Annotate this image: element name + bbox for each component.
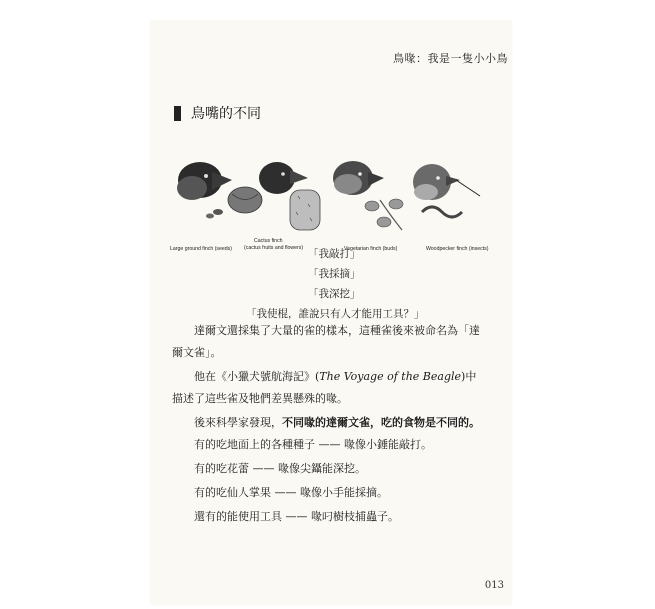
vegetarian-finch-drawing <box>333 161 403 230</box>
running-header: 鳥喙：我是一隻小小鳥 <box>393 52 508 65</box>
caption-cactus-finch: Cactus finch <box>254 238 283 244</box>
caption-woodpecker-finch: Woodpecker finch (insects) <box>426 246 489 252</box>
finch-illustration-svg <box>170 160 502 255</box>
bold-text: 不同喙的達爾文雀，吃的食物是不同的。 <box>282 416 480 429</box>
paragraph-text <box>172 366 486 410</box>
cactus-finch-drawing <box>259 162 320 230</box>
italic-book-title: The Voyage of the Beagle <box>319 370 462 383</box>
quote-knock: 「我敲打」 <box>308 248 361 260</box>
caption-vegetarian-finch: Vegetarian finch (buds) <box>344 246 398 252</box>
body-paragraph-3 <box>172 412 486 434</box>
body-paragraph-6 <box>172 482 486 504</box>
body-paragraph-7 <box>172 506 486 528</box>
body-paragraph-1 <box>172 320 486 364</box>
body-paragraph-5 <box>172 458 486 480</box>
body-paragraph-2 <box>172 366 486 410</box>
finch-beak-illustration <box>170 160 502 255</box>
section-heading <box>174 103 261 123</box>
text-run: 後來科學家發現， <box>194 416 282 429</box>
large-ground-finch-drawing <box>177 162 262 219</box>
page-number: 013 <box>484 580 504 591</box>
paragraph-text: 有的吃仙人掌果 —— 喙像小手能採摘。 <box>194 486 388 499</box>
quote-tool: 「我使棍，誰說只有人才能用工具？」 <box>246 308 425 320</box>
quote-pick: 「我採摘」 <box>308 268 361 280</box>
body-paragraph-4 <box>172 434 486 456</box>
book-page <box>150 20 512 605</box>
woodpecker-finch-drawing <box>413 164 480 217</box>
section-title: 鳥嘴的不同 <box>191 106 261 122</box>
paragraph-text <box>172 412 486 434</box>
paragraph-text: 還有的能使用工具 —— 喙叼樹枝捕蟲子。 <box>194 510 399 523</box>
heading-marker <box>174 106 181 121</box>
paragraph-text: 有的吃地面上的各種種子 —— 喙像小錘能敲打。 <box>194 438 432 451</box>
caption-large-ground-finch: Large ground finch (seeds) <box>170 246 232 252</box>
caption-cactus-finch-note: (cactus fruits and flowers) <box>244 245 304 251</box>
text-run: )中描述了這些雀及牠們差異懸殊的喙。 <box>172 370 477 405</box>
quote-dig: 「我深挖」 <box>308 288 361 300</box>
paragraph-text: 有的吃花蕾 —— 喙像尖鑷能深挖。 <box>194 462 366 475</box>
text-run: 他在《小獵犬號航海記》( <box>194 370 320 383</box>
paragraph-text: 達爾文還採集了大量的雀的樣本，這種雀後來被命名為「達爾文雀」。 <box>172 324 480 359</box>
